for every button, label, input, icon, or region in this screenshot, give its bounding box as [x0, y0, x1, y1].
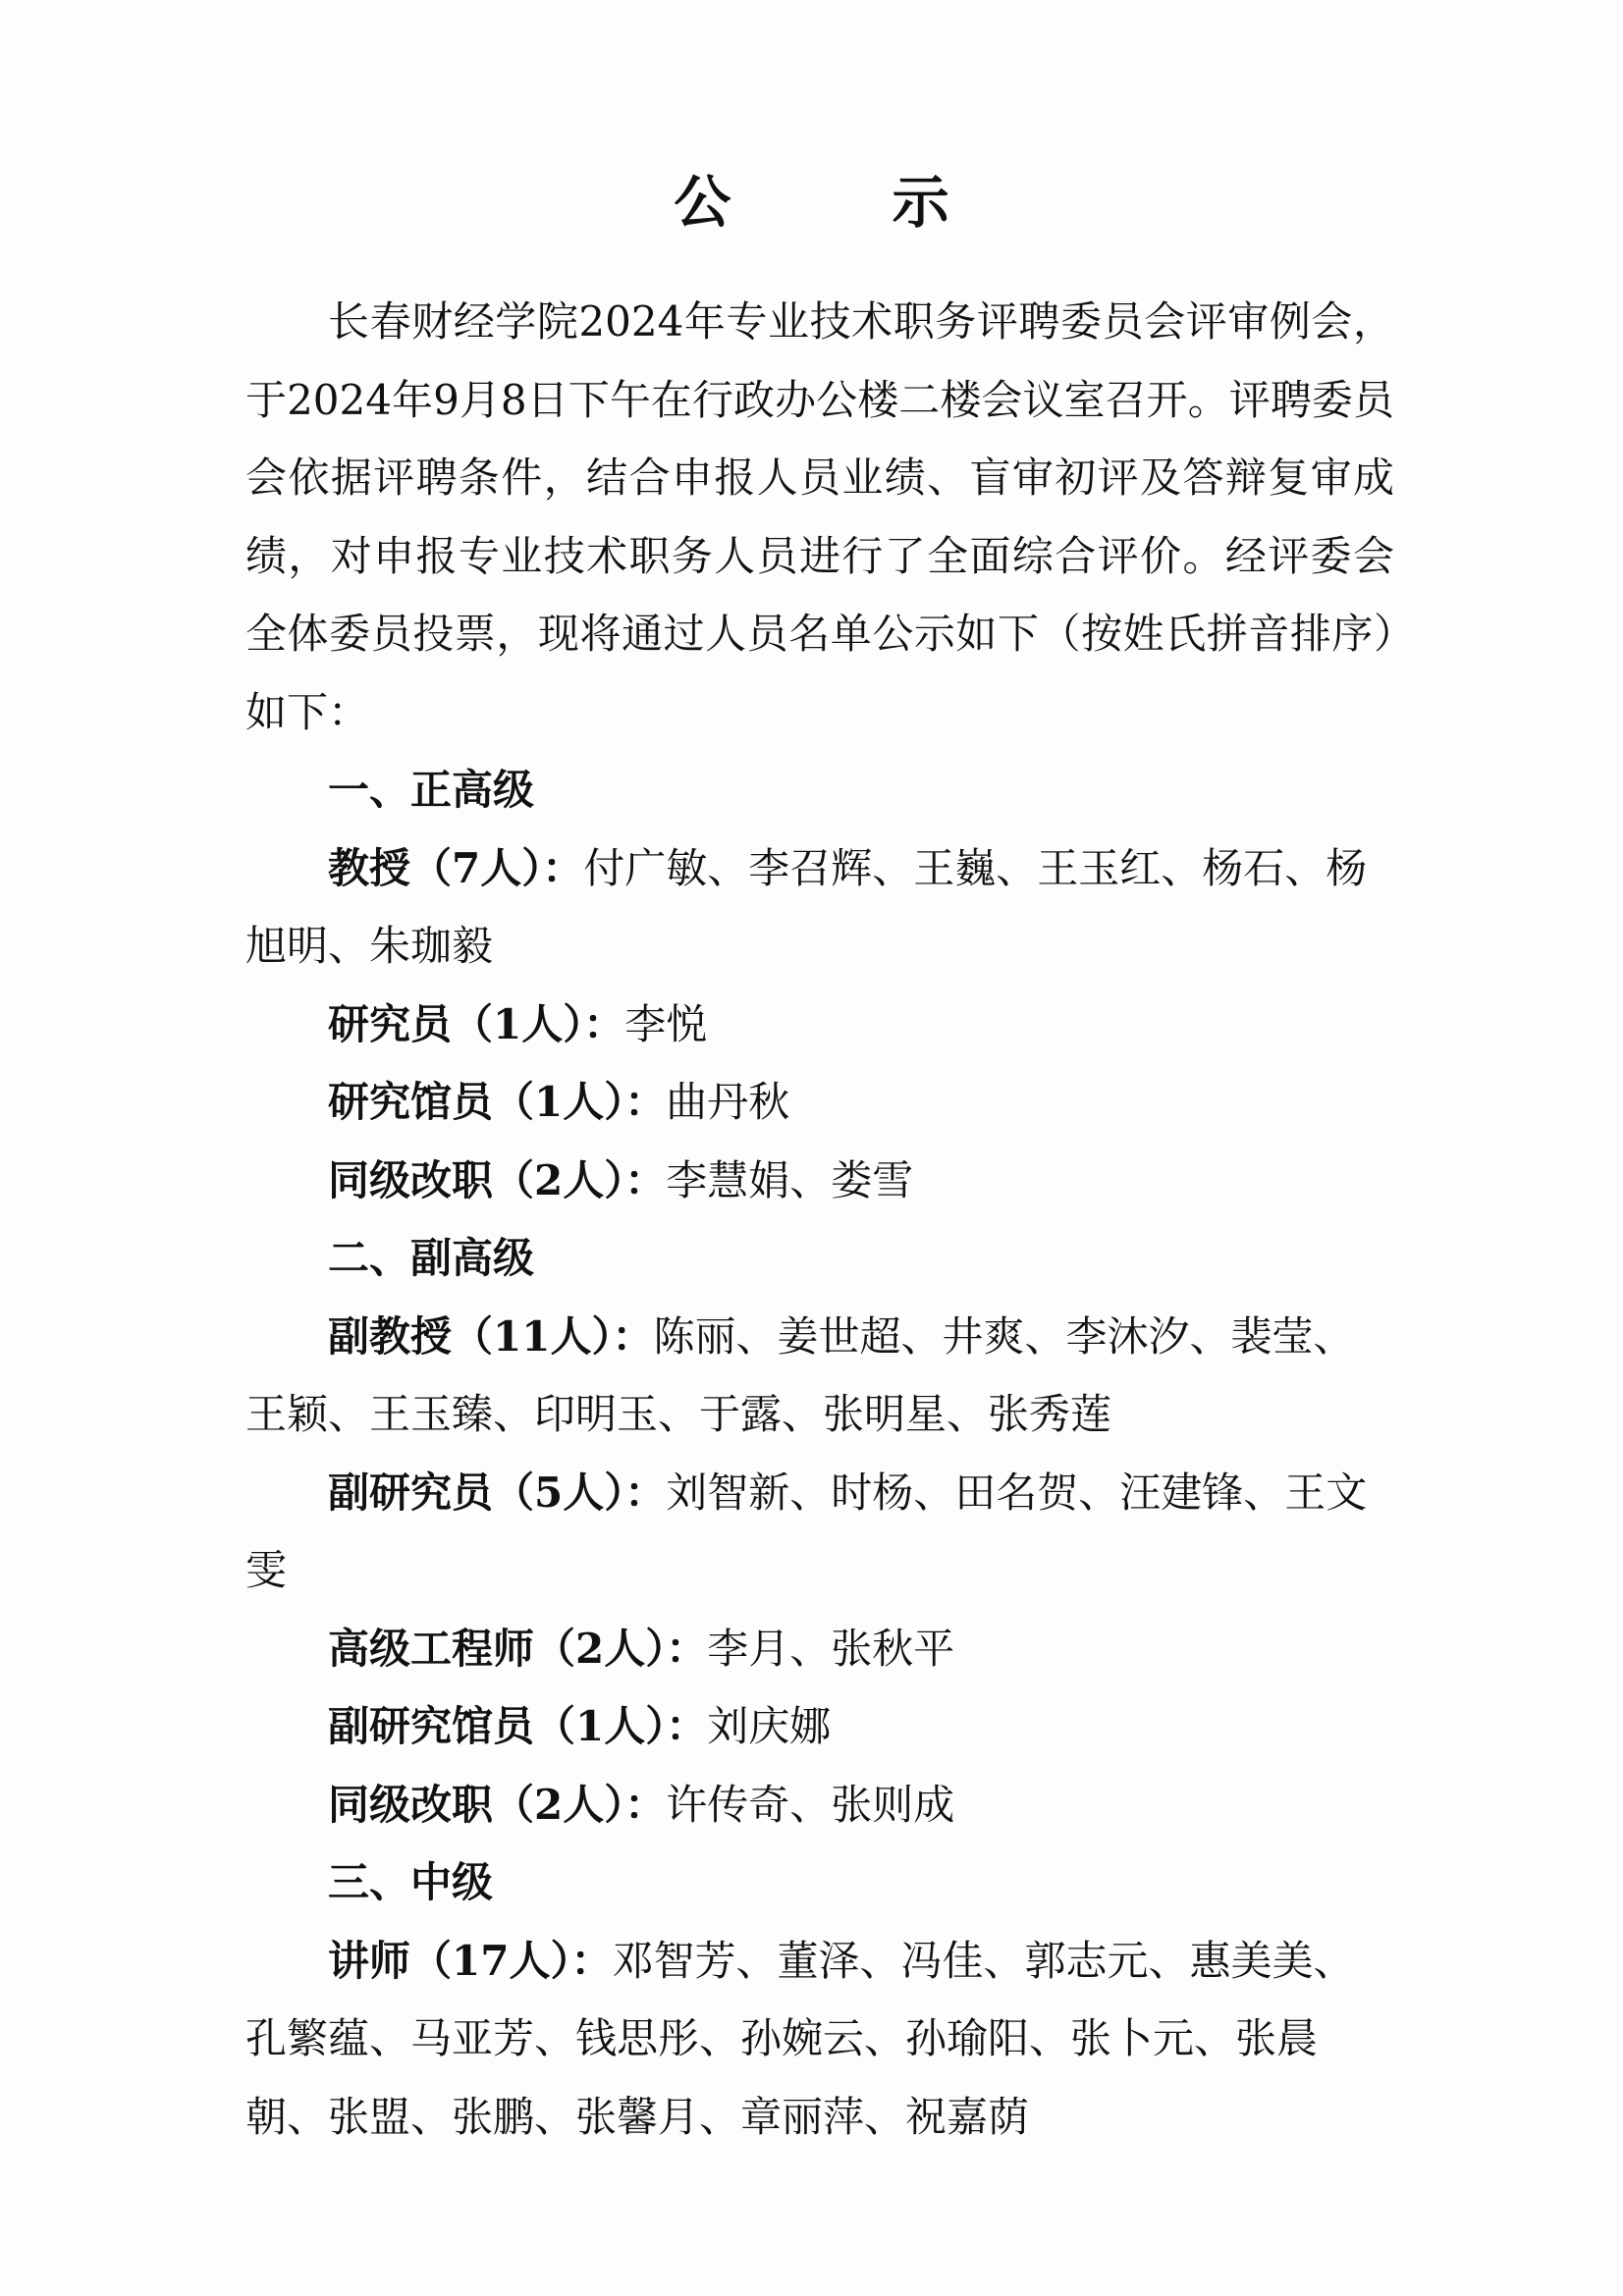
intro-paragraph: 长春财经学院2024年专业技术职务评聘委员会评审例会，于2024年9月8日下午在行政办公楼二楼会议室召开。评聘委员会依据评聘条件，结合申报人员业绩、盲审初评及答辩复审成绩，对申报专业技术职务人员进行了全面综合评价。经评委会全体委员投票，现将通过人员名单公示如下（按姓氏拼音排序）如下：: [245, 297, 1394, 736]
section-heading-senior: 一、正高级: [328, 766, 535, 814]
category-label: 副教授（11人）：: [328, 1311, 654, 1361]
name-list: 李月、张秋平: [707, 1624, 955, 1673]
category-label: 副研究馆员（1人）：: [328, 1702, 708, 1750]
name-list: 刘庆娜: [707, 1702, 832, 1750]
group-equivalent-transfer-senior: [245, 1142, 1394, 1220]
name-list: 邓智芳、董泽、冯佳、郭志元、惠美美、孔繁蕴、马亚芳、钱思彤、孙婉云、孙瑜阳、张卜元、张晨朝、张盟、张鹏、张馨月、章丽萍、祝嘉荫: [245, 1936, 1355, 2141]
section-heading-intermediate: 三、中级: [328, 1858, 494, 1906]
section-heading-associate: 二、副高级: [328, 1234, 535, 1282]
group-researcher: [245, 986, 1394, 1064]
name-list: 曲丹秋: [666, 1078, 790, 1126]
page-title: 公 示: [674, 169, 1020, 236]
category-label: 副研究员（5人）：: [328, 1468, 667, 1517]
group-senior-engineer: [245, 1610, 1394, 1688]
group-research-librarian: [245, 1063, 1394, 1142]
document-body: [245, 283, 1394, 2156]
category-label: 同级改职（2人）：: [328, 1155, 667, 1204]
name-list: 付广敏、李召辉、王巍、王玉红、杨石、杨旭明、朱珈毅: [245, 843, 1368, 970]
category-label: 同级改职（2人）：: [328, 1780, 667, 1829]
category-label: 高级工程师（2人）：: [328, 1624, 708, 1673]
group-equivalent-transfer-associate: [245, 1766, 1394, 1844]
group-associate-researcher: [245, 1454, 1394, 1610]
name-list: 陈丽、姜世超、井爽、李沐汐、裴莹、王颖、王玉臻、印明玉、于露、张明星、张秀莲: [245, 1311, 1355, 1438]
group-associate-research-librarian: [245, 1687, 1394, 1766]
category-label: 研究员（1人）：: [328, 999, 625, 1048]
group-lecturer: [245, 1922, 1394, 2157]
group-professor: [245, 829, 1394, 986]
name-list: 李悦: [624, 999, 708, 1048]
category-label: 教授（7人）：: [328, 843, 584, 892]
name-list: 许传奇、张则成: [666, 1780, 955, 1829]
category-label: 讲师（17人）：: [328, 1936, 613, 1985]
category-label: 研究馆员（1人）：: [328, 1078, 667, 1126]
name-list: 刘智新、时杨、田名贺、汪建锋、王文雯: [245, 1468, 1368, 1594]
group-associate-professor: [245, 1298, 1394, 1454]
name-list: 李慧娟、娄雪: [666, 1155, 914, 1204]
